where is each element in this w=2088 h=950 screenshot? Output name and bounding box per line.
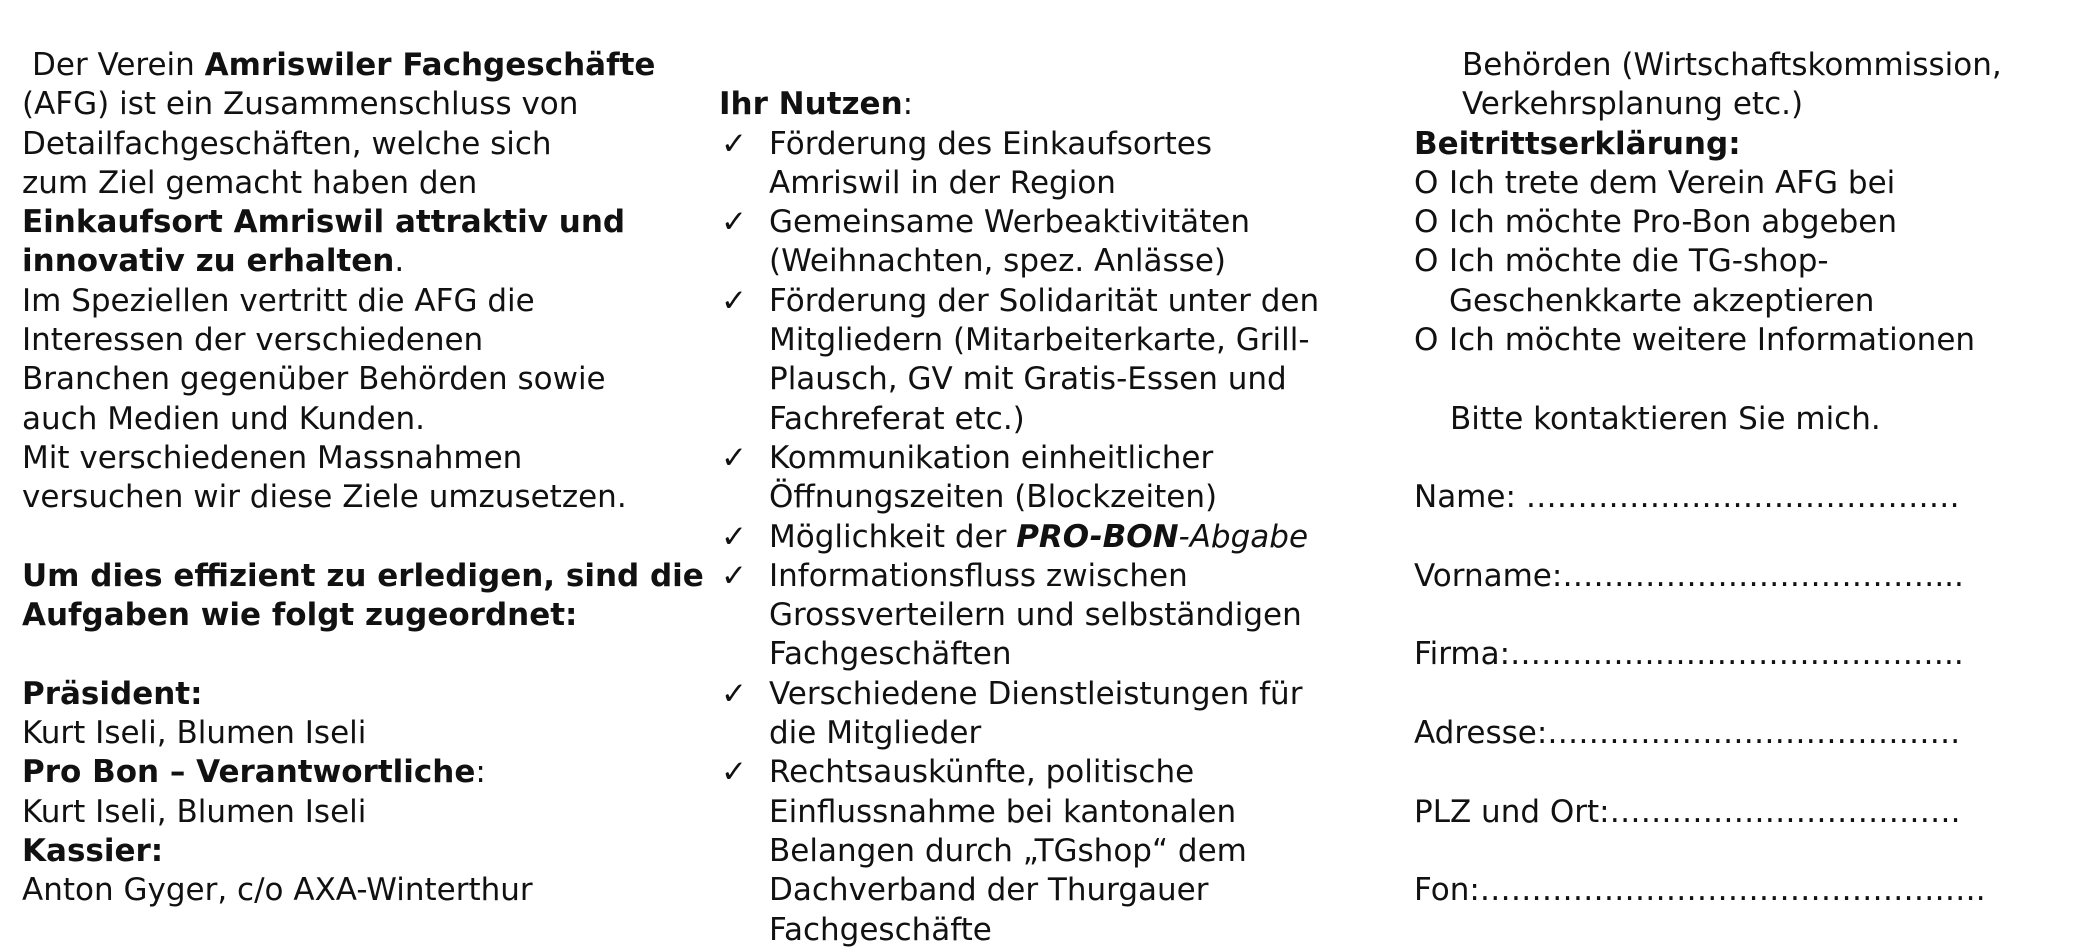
text-line: zum Ziel gemacht haben den	[22, 164, 478, 201]
checkmark-icon: ✓	[721, 204, 747, 241]
benefit-line: Fachgeschäften	[769, 636, 1012, 673]
role-label: Präsident:	[22, 675, 203, 712]
checkmark-icon: ✓	[721, 754, 747, 791]
benefit-item	[719, 557, 1359, 675]
spacer	[1414, 596, 2074, 635]
radio-circle-icon[interactable]: O	[1414, 322, 1439, 359]
intro-text: Der Verein	[32, 47, 195, 83]
benefit-item	[719, 439, 1359, 518]
vorname-field[interactable]: Vorname:………………………………...	[1414, 557, 1964, 594]
text-line: Mit verschiedenen Massnahmen	[22, 439, 523, 476]
benefit-line: Rechtsauskünfte, politische	[769, 754, 1195, 791]
text-line: versuchen wir diese Ziele umzusetzen.	[22, 479, 627, 516]
checkmark-icon: ✓	[721, 518, 747, 555]
benefit-line: Fachgeschäfte	[769, 911, 992, 948]
benefit-line: Belangen durch „TGshop“ dem	[769, 832, 1247, 869]
option-giftcard[interactable]	[1414, 242, 2074, 321]
benefit-item	[719, 675, 1359, 754]
option-label: Ich möchte die TG-shop-	[1449, 243, 1829, 280]
option-join[interactable]	[1414, 164, 2074, 203]
checkmark-icon: ✓	[721, 282, 747, 319]
tasks-heading	[22, 557, 704, 596]
continued-line: Verkehrsplanung etc.)	[1462, 86, 1804, 123]
spacer	[1414, 832, 2074, 871]
firma-field[interactable]: Firma:……………………………………..	[1414, 636, 1964, 673]
benefit-item	[719, 518, 1359, 557]
option-label: Geschenkkarte akzeptieren	[1449, 282, 1875, 319]
goal-text: innovativ zu erhalten	[22, 243, 395, 280]
tasks-heading-text: Aufgaben wie folgt zugeordnet:	[22, 597, 578, 634]
benefit-item	[719, 753, 1359, 949]
option-probon[interactable]	[1414, 203, 2074, 242]
text-line: auch Medien und Kunden.	[22, 400, 426, 437]
spacer	[1414, 753, 2074, 792]
radio-circle-icon[interactable]: O	[1414, 243, 1439, 280]
spacer	[22, 518, 662, 557]
plz-ort-field[interactable]: PLZ und Ort:…………………………….	[1414, 793, 1961, 830]
membership-title-text: Beitrittserklärung:	[1414, 125, 1741, 162]
colon: :	[902, 86, 914, 123]
colon: :	[475, 754, 486, 791]
benefit-text-italic: -Abgabe	[1178, 518, 1309, 555]
text-line: Im Speziellen vertritt die AFG die	[22, 282, 535, 319]
benefit-line: Förderung der Solidarität unter den	[769, 282, 1320, 319]
role-label: Pro Bon – Verantwortliche	[22, 754, 476, 791]
name-field[interactable]: Name: ……………………………………	[1414, 479, 1960, 516]
tasks-heading	[22, 596, 662, 635]
spacer	[1414, 675, 2074, 714]
text-line-bold	[22, 203, 662, 242]
benefit-line: Kommunikation einheitlicher	[769, 439, 1214, 476]
radio-circle-icon[interactable]: O	[1414, 164, 1439, 201]
checkmark-icon: ✓	[721, 557, 747, 594]
option-label: Ich trete dem Verein AFG bei	[1449, 164, 1896, 201]
fon-field[interactable]: Fon:………………………………………….	[1414, 872, 1986, 909]
probon-term: PRO-BON	[1016, 518, 1179, 555]
spacer	[1414, 360, 2074, 399]
period: .	[394, 243, 405, 280]
column-about	[22, 46, 704, 911]
benefit-line: Informationsfluss zwischen	[769, 557, 1188, 594]
president-name: Kurt Iseli, Blumen Iseli	[22, 715, 367, 752]
radio-circle-icon[interactable]: O	[1414, 204, 1439, 241]
spacer	[719, 46, 1359, 85]
role-label: Kassier:	[22, 832, 164, 869]
benefit-line: Einflussnahme bei kantonalen	[769, 793, 1237, 830]
text-line: Detailfachgeschäften, welche sich	[22, 125, 552, 162]
column-membership	[1414, 46, 2074, 911]
checkmark-icon: ✓	[721, 439, 747, 476]
benefit-line: (Weihnachten, spez. Anlässe)	[769, 243, 1226, 280]
benefit-item	[719, 125, 1359, 204]
option-label: Ich möchte weitere Informationen	[1449, 322, 1976, 359]
benefit-line: die Mitglieder	[769, 715, 982, 752]
column-benefits	[719, 46, 1359, 950]
benefit-line: Grossverteilern und selbständigen	[769, 597, 1302, 634]
probon-label	[22, 753, 662, 792]
option-info[interactable]	[1414, 321, 2074, 360]
spacer	[1414, 518, 2074, 557]
membership-title	[1414, 125, 2074, 164]
text-line-bold	[22, 242, 662, 281]
goal-text: Einkaufsort Amriswil attraktiv und	[22, 204, 626, 241]
benefit-text: Möglichkeit der	[769, 518, 1017, 555]
spacer	[22, 635, 662, 674]
benefit-item	[719, 203, 1359, 282]
checkmark-icon: ✓	[721, 675, 747, 712]
benefit-line: Fachreferat etc.)	[769, 400, 1025, 437]
checkmark-icon: ✓	[721, 125, 747, 162]
spacer	[1414, 439, 2074, 478]
benefit-line: Amriswil in der Region	[769, 164, 1116, 201]
benefit-line: Öffnungszeiten (Blockzeiten)	[769, 479, 1218, 516]
benefit-item	[719, 282, 1359, 439]
contact-request: Bitte kontaktieren Sie mich.	[1450, 400, 1881, 437]
text-line: Branchen gegenüber Behörden sowie	[22, 361, 606, 398]
benefit-line	[769, 518, 1359, 557]
probon-name: Kurt Iseli, Blumen Iseli	[22, 793, 367, 830]
option-label: Ich möchte Pro-Bon abgeben	[1449, 204, 1898, 241]
benefit-line: Dachverband der Thurgauer	[769, 872, 1209, 909]
tasks-heading-text: Um dies effizient zu erledigen, sind die	[22, 557, 704, 594]
association-name: Amriswiler Fachgeschäfte	[204, 47, 656, 83]
benefit-line: Verschiedene Dienstleistungen für	[769, 675, 1303, 712]
benefits-title-text: Ihr Nutzen	[719, 86, 903, 123]
adresse-field[interactable]: Adresse:………………………………….	[1414, 715, 1961, 752]
treasurer-label	[22, 832, 662, 871]
text-line: (AFG) ist ein Zusammenschluss von	[22, 86, 579, 123]
benefit-line: Plausch, GV mit Gratis-Essen und	[769, 361, 1287, 398]
benefits-title	[719, 85, 1359, 124]
text-line: Interessen der verschiedenen	[22, 322, 484, 359]
benefit-line: Förderung des Einkaufsortes	[769, 125, 1213, 162]
continued-line: Behörden (Wirtschaftskommission,	[1462, 47, 2002, 83]
treasurer-name: Anton Gyger, c/o AXA-Winterthur	[22, 872, 533, 909]
intro-line	[22, 46, 662, 85]
benefit-line: Gemeinsame Werbeaktivitäten	[769, 204, 1250, 241]
benefit-line: Mitgliedern (Mitarbeiterkarte, Grill-	[769, 322, 1310, 359]
president-label	[22, 675, 662, 714]
